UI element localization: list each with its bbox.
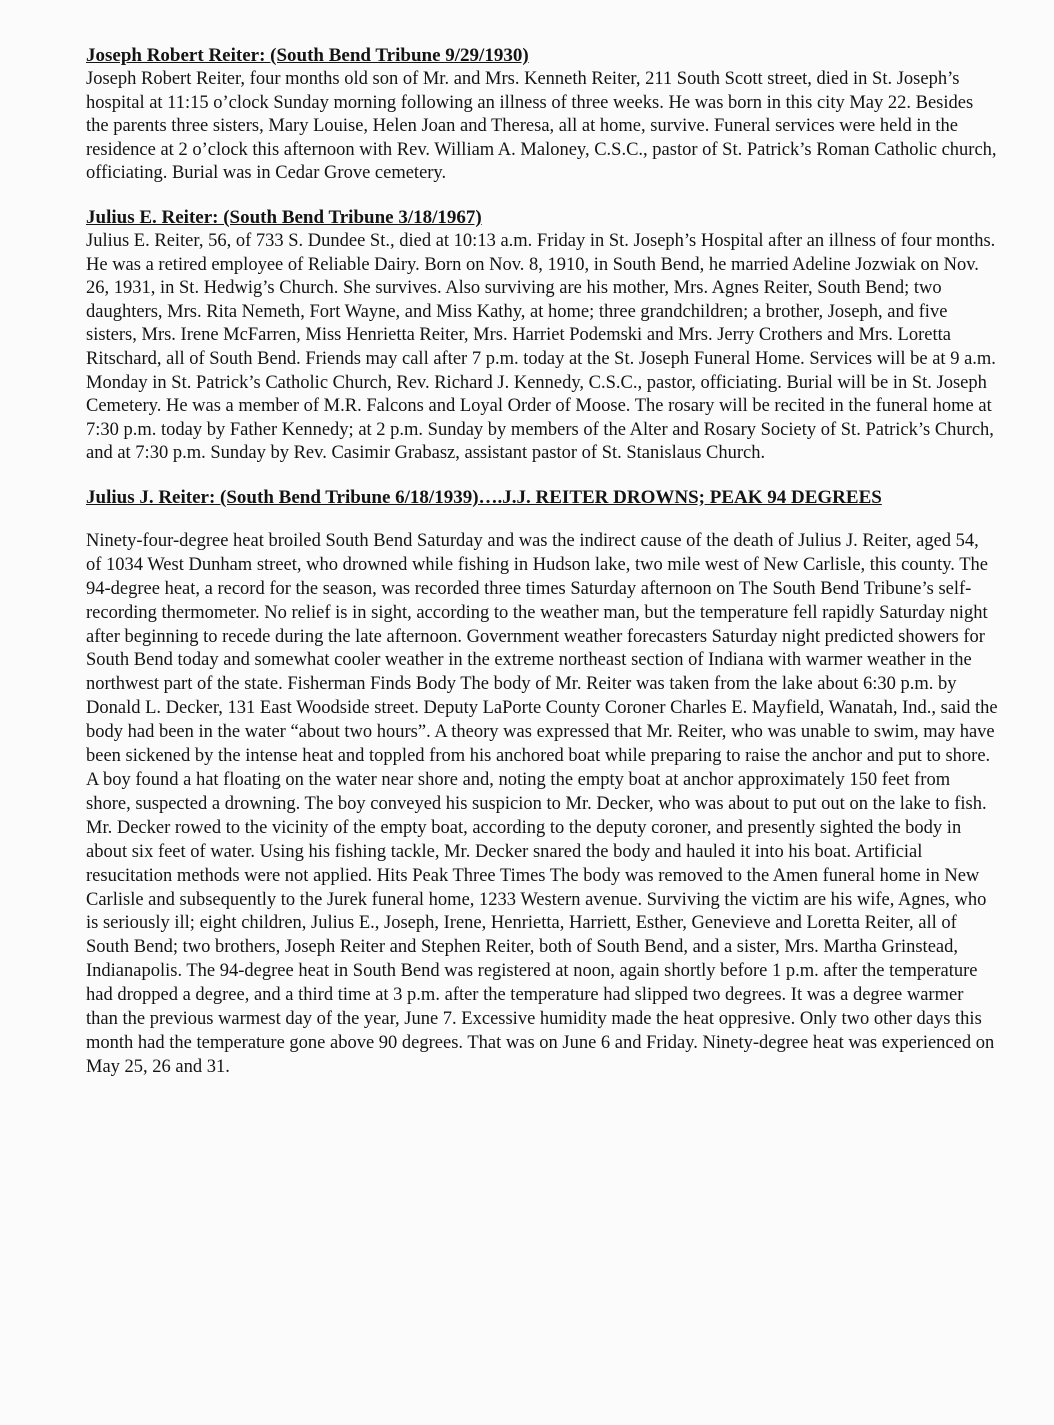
document-page — [86, 44, 998, 1080]
obituary-entry — [86, 44, 998, 186]
entry-heading: Julius J. Reiter: (South Bend Tribune 6/18/1939)….J.J. REITER DROWNS; PEAK 94 DEGREES — [86, 486, 882, 508]
obituary-entry — [86, 206, 998, 466]
obituary-entry — [86, 486, 998, 1080]
entry-heading: Joseph Robert Reiter: (South Bend Tribune 9/29/1930) — [86, 45, 529, 66]
entry-text: Joseph Robert Reiter, four months old son of Mr. and Mrs. Kenneth Reiter, 211 South Scott street, died in St. Joseph’s hospital at 11:15 o’clock Sunday morning following an illness of three weeks. He was born in this city May 22. Besides the parents three sisters, Mary Louise, Helen Joan and Theresa, all at home, survive. Funeral services were held in the residence at 2 o’clock this afternoon with Rev. William A. Maloney, C.S.C., pastor of St. Patrick’s Roman Catholic church, officiating. Burial was in Cedar Grove cemetery. — [86, 69, 997, 184]
entry-text: Julius E. Reiter, 56, of 733 S. Dundee St., died at 10:13 a.m. Friday in St. Joseph’s Hospital after an illness of four months. He was a retired employee of Reliable Dairy. Born on Nov. 8, 1910, in South Bend, he married Adeline Jozwiak on Nov. 26, 1931, in St. Hedwig’s Church. She survives. Also surviving are his mother, Mrs. Agnes Reiter, South Bend; two daughters, Mrs. Rita Nemeth, Fort Wayne, and Miss Kathy, at home; three grandchildren; a brother, Joseph, and five sisters, Mrs. Irene McFarren, Miss Henrietta Reiter, Mrs. Harriet Podemski and Mrs. Jerry Crothers and Mrs. Loretta Ritschard, all of South Bend. Friends may call after 7 p.m. today at the St. Joseph Funeral Home. Services will be at 9 a.m. Monday in St. Patrick’s Catholic Church, Rev. Richard J. Kennedy, C.S.C., pastor, officiating. Burial will be in St. Joseph Cemetery. He was a member of M.R. Falcons and Loyal Order of Moose. The rosary will be recited in the funeral home at 7:30 p.m. today by Father Kennedy; at 2 p.m. Sunday by members of the Alter and Rosary Society of St. Patrick’s Church, and at 7:30 p.m. Sunday by Rev. Casimir Grabasz, assistant pastor of St. Stanislaus Church. — [86, 230, 996, 464]
entry-text: Ninety-four-degree heat broiled South Bend Saturday and was the indirect cause of the death of Julius J. Reiter, aged 54, of 1034 West Dunham street, who drowned while fishing in Hudson lake, two mile west of New Carlisle, this county. The 94-degree heat, a record for the season, was recorded three times Saturday afternoon on The South Bend Tribune’s self-recording thermometer. No relief is in sight, according to the weather man, but the temperature fell rapidly Saturday night after beginning to recede during the late afternoon. Government weather forecasters Saturday night predicted showers for South Bend today and somewhat cooler weather in the extreme northeast section of Indiana with warmer weather in the northwest part of the state. Fisherman Finds Body The body of Mr. Reiter was taken from the lake about 6:30 p.m. by Donald L. Decker, 131 East Woodside street. Deputy LaPorte County Coroner Charles E. Mayfield, Wanatah, Ind., said the body had been in the water “about two hours”. A theory was expressed that Mr. Reiter, who was unable to swim, may have been sickened by the intense heat and toppled from his anchored boat while preparing to raise the anchor and put to shore. A boy found a hat floating on the water near shore and, noting the empty boat at anchor approximately 150 feet from shore, suspected a drowning. The boy conveyed his suspicion to Mr. Decker, who was about to put out on the lake to fish. Mr. Decker rowed to the vicinity of the empty boat, according to the deputy coroner, and presently sighted the body in about six feet of water. Using his fishing tackle, Mr. Decker snared the body and hauled it into his boat. Artificial resucitation methods were not applied. Hits Peak Three Times The body was removed to the Amen funeral home in New Carlisle and subsequently to the Jurek funeral home, 1233 Western avenue. Surviving the victim are his wife, Agnes, who is seriously ill; eight children, Julius E., Joseph, Irene, Henrietta, Harriett, Esther, Genevieve and Loretta Reiter, all of South Bend; two brothers, Joseph Reiter and Stephen Reiter, both of South Bend, and a sister, Mrs. Martha Grinstead, Indianapolis. The 94-degree heat in South Bend was registered at noon, again shortly before 1 p.m. after the temperature had dropped a degree, and a third time at 3 p.m. after the temperature had slipped two degrees. It was a degree warmer than the previous warmest day of the year, June 7. Excessive humidity made the heat oppresive. Only two other days this month had the temperature gone above 90 degrees. That was on June 6 and Friday. Ninety-degree heat was experienced on May 25, 26 and 31. — [86, 530, 998, 1077]
entry-heading: Julius E. Reiter: (South Bend Tribune 3/18/1967) — [86, 206, 482, 228]
